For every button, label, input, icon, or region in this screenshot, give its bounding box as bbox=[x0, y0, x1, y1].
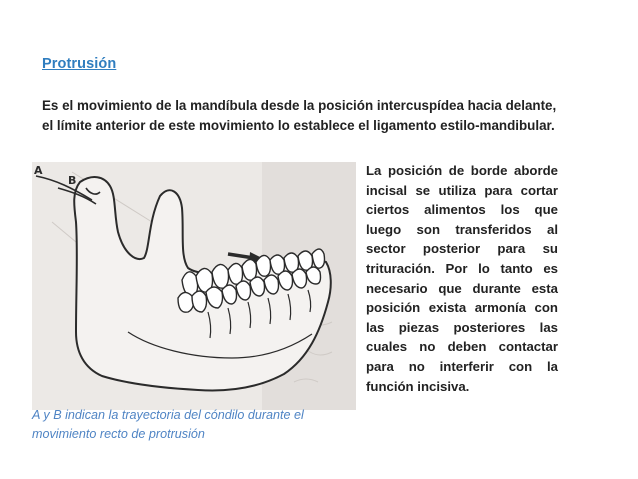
side-paragraph: La posición de borde aborde incisal se utiliza para cortar ciertos alimentos los que luego son transferidos al sector posterior para su trituración. Por lo tanto es necesario que durante esta posición exista armonía con las piezas posteriores las cuales no deben contactar para no interferir con la función incisiva. bbox=[366, 163, 558, 394]
label-b: B bbox=[68, 174, 77, 187]
intro-paragraph: Es el movimiento de la mandíbula desde la posición intercuspídea hacia delante, el límite anterior de este movimiento lo establece el ligamento estilo-mandibular. bbox=[42, 98, 557, 133]
figure-caption: A y B indican la trayectoria del cóndilo durante el movimiento recto de protrusión bbox=[32, 408, 304, 441]
label-a: A bbox=[34, 164, 43, 177]
mandible-figure bbox=[32, 162, 356, 410]
mandible-illustration bbox=[32, 162, 356, 410]
slide-title: Protrusión bbox=[42, 56, 117, 72]
